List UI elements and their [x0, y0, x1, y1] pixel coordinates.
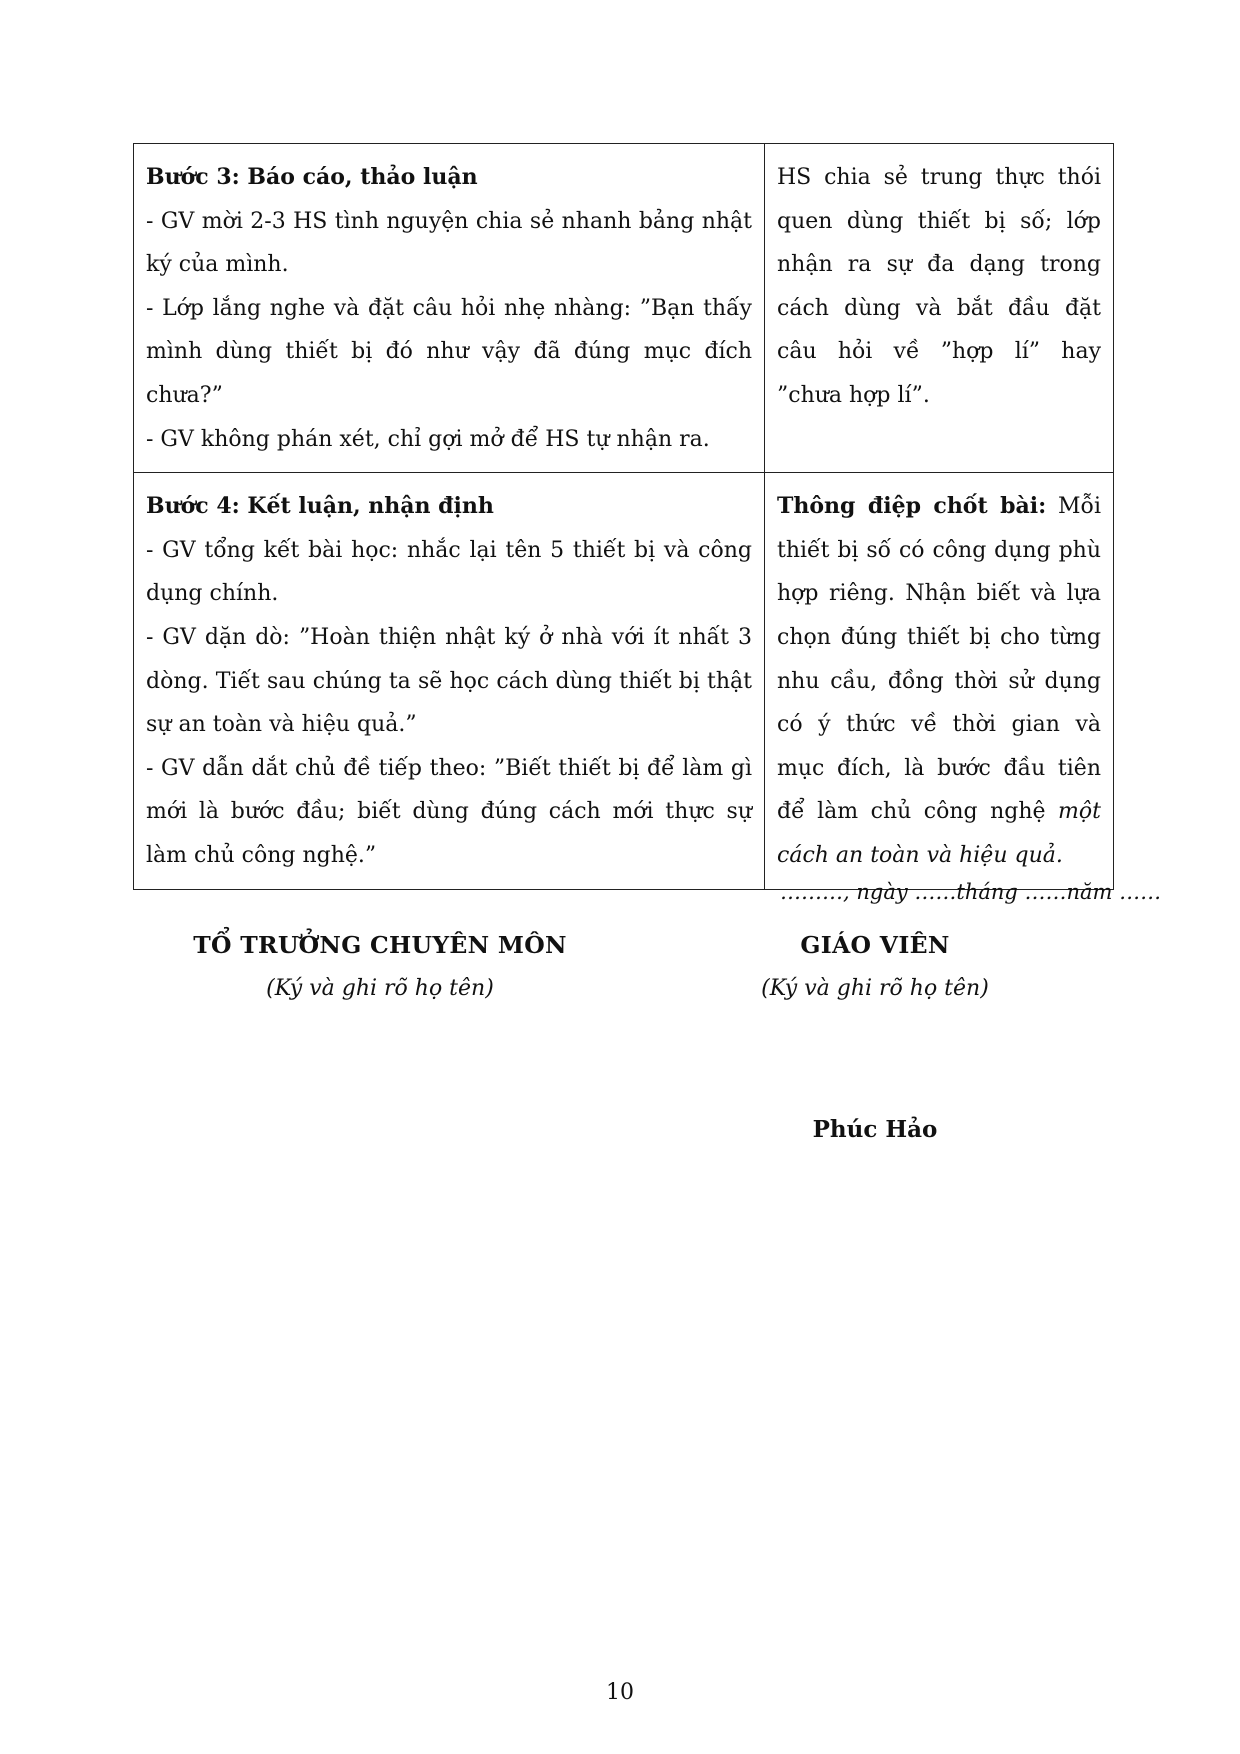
- key-message-label: Thông điệp chốt bài:: [777, 493, 1047, 520]
- date-line: ………, ngày ……tháng ……năm ……: [780, 880, 1162, 904]
- step-4-line-3: - GV dẫn dắt chủ đề tiếp theo: ”Biết thiết bị để làm gì mới là bước đầu; biết dùng đúng cách mới thực sự làm chủ công nghệ.”: [146, 755, 752, 868]
- step-3-line-3: - GV không phán xét, chỉ gợi mở để HS tự nhận ra.: [146, 426, 710, 452]
- key-message-text: Mỗi thiết bị số có công dụng phù hợp riêng. Nhận biết và lựa chọn đúng thiết bị cho từng nhu cầu, đồng thời sử dụng có ý thức về thời gian và mục đích, là bước đầu tiên để làm chủ công nghệ: [777, 494, 1101, 825]
- step-3-activity-cell: [134, 144, 765, 473]
- step-4-outcome-cell: [765, 473, 1114, 889]
- step-3-line-2: - Lớp lắng nghe và đặt câu hỏi nhẹ nhàng: ”Bạn thấy mình dùng thiết bị đó như vậy đã đúng mục đích chưa?”: [146, 295, 752, 408]
- step-4-line-1: - GV tổng kết bài học: nhắc lại tên 5 thiết bị và công dụng chính.: [146, 537, 752, 607]
- teacher-name: Phúc Hảo: [812, 1116, 938, 1143]
- teacher-title: GIÁO VIÊN: [800, 931, 950, 959]
- step-3-title: Bước 3: Báo cáo, thảo luận: [146, 164, 478, 190]
- page-number: 10: [606, 1680, 634, 1705]
- lesson-steps-table: [133, 143, 1114, 890]
- step-4-title: Bước 4: Kết luận, nhận định: [146, 493, 494, 520]
- step-3-outcome-cell: [765, 144, 1114, 473]
- head-of-department-title: TỔ TRƯỞNG CHUYÊN MÔN: [193, 931, 567, 959]
- step-3-line-1: - GV mời 2-3 HS tình nguyện chia sẻ nhanh bảng nhật ký của mình.: [146, 208, 752, 278]
- step-4-activity-cell: [134, 473, 765, 889]
- head-of-department-sign-note: (Ký và ghi rõ họ tên): [266, 976, 494, 1001]
- step-4-line-2: - GV dặn dò: ”Hoàn thiện nhật ký ở nhà với ít nhất 3 dòng. Tiết sau chúng ta sẽ học cách dùng thiết bị thật sự an toàn và hiệu quả.”: [146, 624, 752, 738]
- table-row: [134, 144, 1114, 473]
- table-row: [134, 473, 1114, 889]
- teacher-sign-note: (Ký và ghi rõ họ tên): [761, 976, 989, 1001]
- step-3-outcome-text: HS chia sẻ trung thực thói quen dùng thiết bị số; lớp nhận ra sự đa dạng trong cách dùng và bắt đầu đặt câu hỏi về ”hợp lí” hay ”chưa hợp lí”.: [777, 165, 1101, 408]
- key-message-italic: một cách an toàn và hiệu quả.: [777, 799, 1101, 868]
